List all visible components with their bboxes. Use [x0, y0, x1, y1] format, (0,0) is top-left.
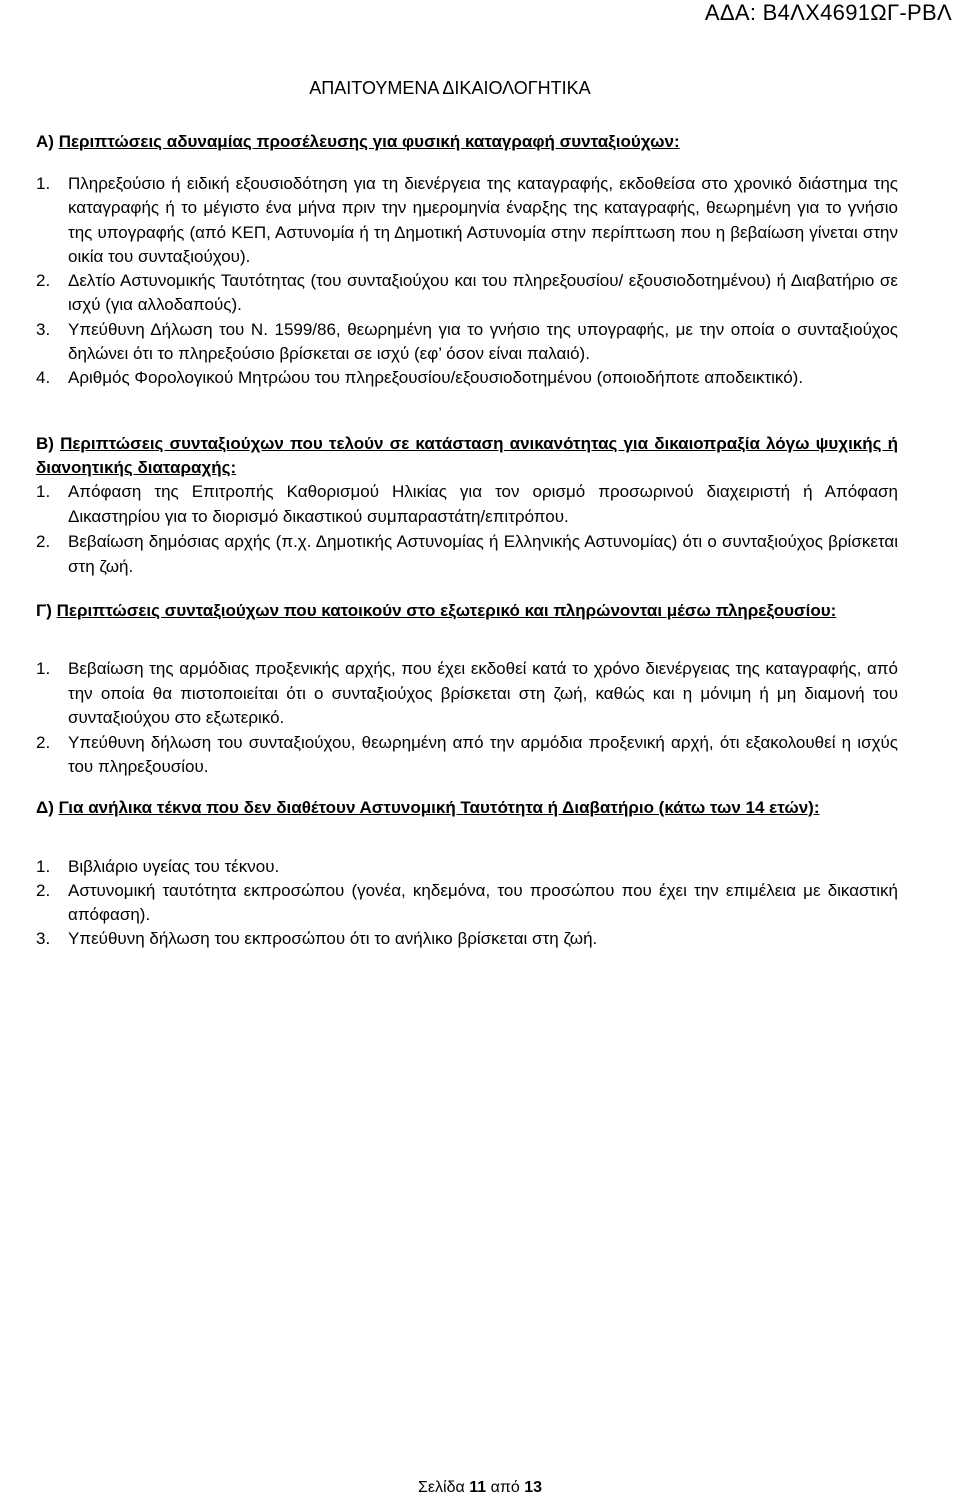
section-a-list: [36, 172, 898, 391]
section-d-prefix: Δ): [36, 798, 54, 817]
list-item: 3. Υπεύθυνη Δήλωση του Ν. 1599/86, θεωρημένη για το γνήσιο της υπογραφής, με την οποία ο συνταξιούχος δηλώνει ότι το πληρεξούσιο βρίσκεται σε ισχύ (εφ’ όσον είναι παλαιό).: [36, 319, 898, 364]
footer-label: Σελίδα: [418, 1479, 465, 1496]
list-item: 1. Απόφαση της Επιτροπής Καθορισμού Ηλικίας για τον ορισμό προσωρινού διαχειριστή ή Απόφαση Δικαστηρίου για το διορισμό δικαστικού συμπαραστάτη/επιτρόπου.: [36, 482, 898, 526]
section-a-heading: [36, 130, 898, 154]
list-item: 4. Αριθμός Φορολογικού Μητρώου του πληρεξουσίου/εξουσιοδοτημένου (οποιοδήποτε αποδεικτικό).: [36, 368, 804, 388]
list-item: 1. Βεβαίωση της αρμόδιας προξενικής αρχής, που έχει εκδοθεί κατά το χρόνο διενέργειας της καταγραφής, από την οποία θα πιστοποιείται ότι ο συνταξιούχος βρίσκεται στη ζωή, καθώς και η μόνιμη ή μη διαμονή του συνταξιούχου στο εξωτερικό.: [36, 659, 898, 727]
section-c-title: Περιπτώσεις συνταξιούχων που κατοικούν στο εξωτερικό και πληρώνονται μέσω πληρεξουσίου:: [56, 601, 837, 620]
ada-code: ΑΔΑ: Β4ΛΧ4691ΩΓ-ΡΒΛ: [704, 0, 952, 25]
section-b-prefix: Β): [36, 434, 54, 453]
section-b-list: [36, 479, 898, 579]
current-page-number: 11: [469, 1479, 487, 1496]
section-a-title: Περιπτώσεις αδυναμίας προσέλευσης για φυσική καταγραφή συνταξιούχων:: [58, 132, 680, 151]
document-title: ΑΠΑΙΤΟΥΜΕΝΑ ΔΙΚΑΙΟΛΟΓΗΤΙΚΑ: [309, 78, 591, 98]
list-item: 2. Αστυνομική ταυτότητα εκπροσώπου (γονέα, κηδεμόνα, του προσώπου που έχει την επιμέλεια με δικαστική απόφαση).: [36, 881, 898, 924]
list-item: 1. Πληρεξούσιο ή ειδική εξουσιοδότηση για τη διενέργεια της καταγραφής, εκδοθείσα στο χρονικό διάστημα της καταγραφής ή το μέγιστο ένα μήνα πριν την ημερομηνία έναρξης της καταγραφής, θεωρημένη για το γνήσιο της υπογραφής (από ΚΕΠ, Αστυνομία ή τη Δημοτική Αστυνομία στην περίπτωση που η βεβαίωση γίνεται στην οικία του συνταξιούχου).: [36, 174, 898, 266]
list-item: 1. Βιβλιάριο υγείας του τέκνου.: [36, 857, 280, 876]
section-b-heading: [36, 432, 898, 480]
section-c-heading: [36, 599, 898, 623]
section-d-heading: [36, 796, 898, 820]
section-d-list: [36, 855, 898, 951]
section-a-prefix: Α): [36, 132, 54, 151]
list-item: 2. Βεβαίωση δημόσιας αρχής (π.χ. Δημοτικής Αστυνομίας ή Ελληνικής Αστυνομίας) ότι ο συνταξιούχος βρίσκεται στη ζωή.: [36, 532, 898, 576]
section-c-prefix: Γ): [36, 601, 52, 620]
footer-of: από: [490, 1479, 520, 1496]
list-item: 2. Δελτίο Αστυνομικής Ταυτότητας (του συνταξιούχου και του πληρεξουσίου/ εξουσιοδοτημένου) ή Διαβατήριο σε ισχύ (για αλλοδαπούς).: [36, 271, 898, 315]
list-item: 2. Υπεύθυνη δήλωση του συνταξιούχου, θεωρημένη από την αρμόδια προξενική αρχή, ότι εξακολουθεί η ισχύς του πληρεξουσίου.: [36, 732, 898, 776]
page-footer: [0, 1478, 960, 1498]
section-b-title: Περιπτώσεις συνταξιούχων που τελούν σε κατάσταση ανικανότητας για δικαιοπραξία λόγω ψυχικής ή διανοητικής διαταραχής:: [36, 434, 898, 477]
total-pages-number: 13: [524, 1479, 542, 1496]
section-d-title: Για ανήλικα τέκνα που δεν διαθέτουν Αστυνομική Ταυτότητα ή Διαβατήριο (κάτω των 14 ετών):: [58, 798, 820, 817]
list-item: 3. Υπεύθυνη δήλωση του εκπροσώπου ότι το ανήλικο βρίσκεται στη ζωή.: [36, 929, 598, 948]
section-c-list: [36, 657, 898, 780]
